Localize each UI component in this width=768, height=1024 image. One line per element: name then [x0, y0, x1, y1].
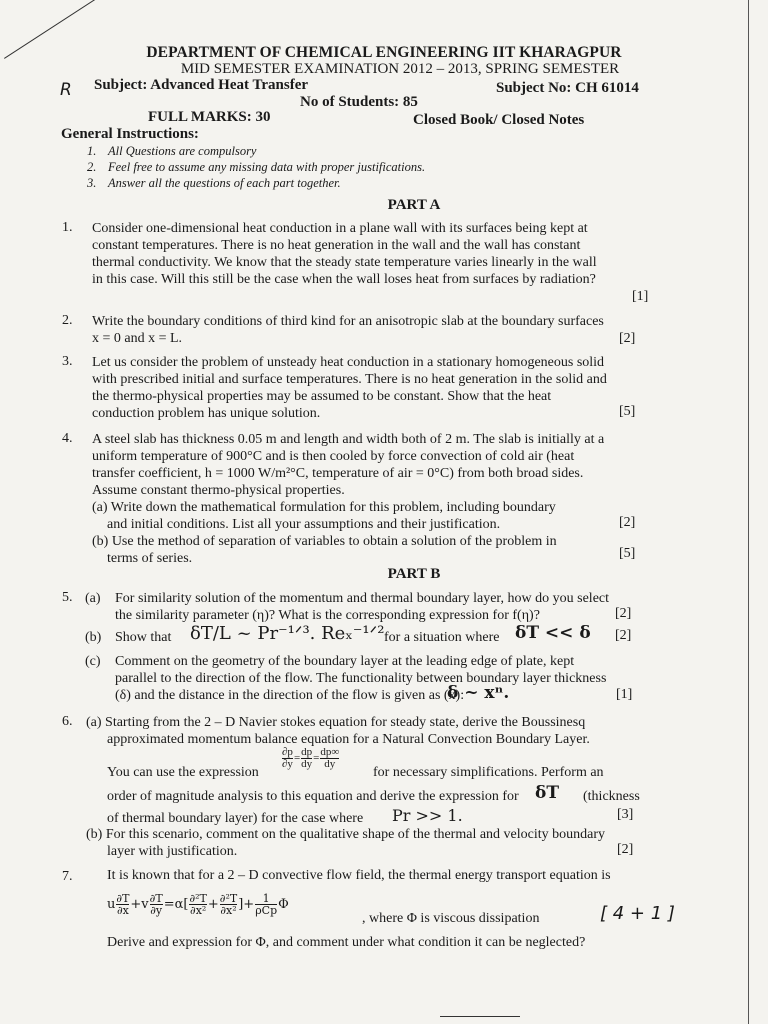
- q5a-label: (a): [85, 591, 101, 606]
- q6a-text: order of magnitude analysis to this equation and derive the expression for: [107, 789, 519, 804]
- department-title: DEPARTMENT OF CHEMICAL ENGINEERING IIT KHARAGPUR: [146, 44, 622, 61]
- q4b-line: (b) Use the method of separation of variables to obtain a solution of the problem in: [92, 534, 557, 549]
- full-marks: FULL MARKS: 30: [148, 109, 271, 125]
- subject-name: Subject: Advanced Heat Transfer: [94, 77, 309, 93]
- q6a-prandtl: Pr >> 1.: [392, 806, 463, 825]
- q1-line: Consider one-dimensional heat conduction in a plane wall with its surfaces being kept at: [92, 221, 588, 236]
- q5c-line: (δ) and the distance in the direction of the flow is given as (x):: [115, 688, 465, 703]
- question-number: 5.: [62, 590, 73, 605]
- q6a-delta-t: δT: [535, 783, 559, 803]
- q6a-text: for necessary simplifications. Perform an: [373, 765, 604, 780]
- q6a-marks: [3]: [617, 807, 634, 822]
- q5b-label: (b): [85, 630, 102, 645]
- q5b-marks: [2]: [615, 628, 632, 643]
- q5b-text: for a situation where: [384, 630, 500, 645]
- q6a-text: of thermal boundary layer) for the case where: [107, 811, 364, 826]
- q6a-text: (thickness: [583, 789, 640, 804]
- students-count: No of Students: 85: [300, 94, 418, 110]
- q5a-line: the similarity parameter (η)? What is the corresponding expression for f(η)?: [115, 608, 540, 623]
- q1-marks: [1]: [632, 289, 649, 304]
- q5b-condition: δT << δ: [515, 623, 591, 643]
- q4-line: uniform temperature of 900°C and is then cooled by force convection of cold air (heat: [92, 449, 575, 464]
- q3-line: the thermo-physical properties may be assumed to be constant. Show that the heat: [92, 389, 552, 404]
- scan-line: [440, 1016, 520, 1017]
- q6b-marks: [2]: [617, 842, 634, 857]
- q7-line: Derive and expression for Φ, and comment under what condition it can be neglected?: [107, 935, 586, 950]
- q5c-expression: δ ~ xⁿ.: [447, 683, 510, 703]
- q4a-line: and initial conditions. List all your assumptions and their justification.: [107, 517, 501, 532]
- instruction-item: Feel free to assume any missing data with proper justifications.: [108, 160, 426, 174]
- q2-marks: [2]: [619, 331, 636, 346]
- q6b-line: layer with justification.: [107, 844, 238, 859]
- q3-marks: [5]: [619, 404, 636, 419]
- instruction-num: 1.: [87, 144, 97, 158]
- margin-initials: R: [60, 80, 72, 100]
- instructions-title: General Instructions:: [61, 126, 199, 142]
- question-number: 1.: [62, 220, 73, 235]
- subject-number: Subject No: CH 61014: [496, 80, 639, 96]
- q1-line: in this case. Will this still be the case when the wall loses heat from surfaces by radiation?: [92, 272, 596, 287]
- question-number: 4.: [62, 431, 73, 446]
- q3-line: Let us consider the problem of unsteady heat conduction in a stationary homogeneous solid: [92, 355, 605, 370]
- q7-line: It is known that for a 2 – D convective flow field, the thermal energy transport equation is: [107, 868, 611, 883]
- q4-line: transfer coefficient, h = 1000 W/m²°C, temperature of air = 0°C) from both broad sides.: [92, 466, 584, 481]
- question-number: 2.: [62, 313, 73, 328]
- question-number: 6.: [62, 714, 73, 729]
- q4a-marks: [2]: [619, 515, 636, 530]
- q7-handwritten-marks: [ 4 + 1 ]: [600, 903, 675, 924]
- q2-line: x = 0 and x = L.: [92, 331, 183, 346]
- part-b-title: PART B: [387, 566, 441, 582]
- q4b-marks: [5]: [619, 546, 636, 561]
- closed-book-note: Closed Book/ Closed Notes: [413, 112, 585, 128]
- q2-line: Write the boundary conditions of third kind for an anisotropic slab at the boundary surfaces: [92, 314, 604, 329]
- question-number: 3.: [62, 354, 73, 369]
- q6b-line: (b) For this scenario, comment on the qualitative shape of the thermal and velocity boundary: [86, 827, 606, 842]
- q7-energy-equation: u $\frac{\partial T}{\partial x}$ +v $\frac{\partial T}{\partial y}$ =α[ $\frac{\text{∂²T}}{\text{∂x²}}$ + $\frac{\text{∂²T}}{\text{∂x²}}$ ]+ $\frac{1}{\text{ρCp}}$ Φ: [107, 892, 289, 917]
- exam-title: MID SEMESTER EXAMINATION 2012 – 2013, SPRING SEMESTER: [180, 61, 620, 77]
- q5a-marks: [2]: [615, 606, 632, 621]
- q4-line: Assume constant thermo-physical properties.: [92, 483, 345, 498]
- q5b-text: Show that: [115, 630, 172, 645]
- page-edge-line: [748, 0, 749, 1024]
- q4a-line: (a) Write down the mathematical formulation for this problem, including boundary: [92, 500, 556, 515]
- question-number: 7.: [62, 869, 73, 884]
- q5a-line: For similarity solution of the momentum and thermal boundary layer, how do you select: [115, 591, 610, 606]
- part-a-title: PART A: [387, 197, 441, 213]
- q4-line: A steel slab has thickness 0.05 m and length and width both of 2 m. The slab is initially at a: [92, 432, 605, 447]
- q5c-line: Comment on the geometry of the boundary layer at the leading edge of plate, kept: [115, 654, 575, 669]
- q7-eq-note: , where Φ is viscous dissipation: [362, 911, 540, 926]
- instruction-num: 3.: [87, 176, 97, 190]
- instruction-item: All Questions are compulsory: [108, 144, 257, 158]
- instruction-item: Answer all the questions of each part together.: [108, 176, 341, 190]
- q4b-line: terms of series.: [107, 551, 193, 566]
- q6a-line: approximated momentum balance equation for a Natural Convection Boundary Layer.: [107, 732, 590, 747]
- q6a-text: You can use the expression: [107, 765, 259, 780]
- q3-line: conduction problem has unique solution.: [92, 406, 321, 421]
- q5c-label: (c): [85, 654, 101, 669]
- q1-line: thermal conductivity. We know that the steady state temperature varies linearly in the wall: [92, 255, 597, 270]
- q6-pressure-expression: $\frac{\partial p}{\partial y}$ = $\frac{dp}{dy}$ = $\frac{dp\infty}{dy}$: [282, 746, 340, 770]
- q5b-expression: δT/L ~ Pr⁻¹ᐟ³. Reₓ⁻¹ᐟ²: [190, 623, 385, 644]
- q6a-line: (a) Starting from the 2 – D Navier stokes equation for steady state, derive the Boussinesq: [86, 715, 586, 730]
- q1-line: constant temperatures. There is no heat generation in the wall and the wall has constant: [92, 238, 581, 253]
- q5c-marks: [1]: [616, 687, 633, 702]
- instruction-num: 2.: [87, 160, 97, 174]
- q5c-line: parallel to the direction of the flow. The functionality between boundary layer thickness: [115, 671, 607, 686]
- q3-line: with prescribed initial and surface temperatures. There is no heat generation in the solid and: [92, 372, 607, 387]
